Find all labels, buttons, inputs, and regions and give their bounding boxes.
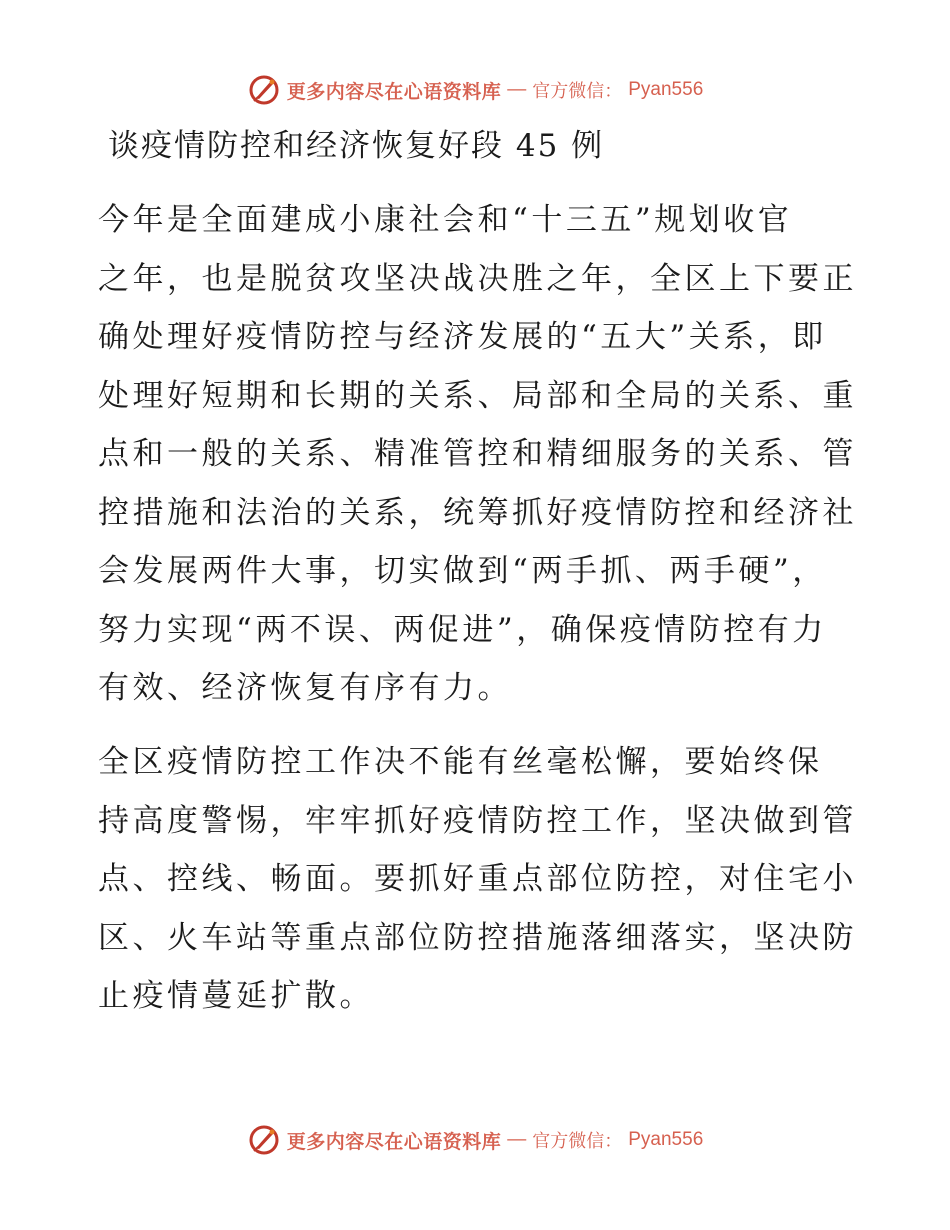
paragraph-line: 之年，也是脱贫攻坚决战决胜之年，全区上下要正 — [98, 260, 857, 297]
paragraph-line: 处理好短期和长期的关系、局部和全局的关系、重 — [98, 377, 857, 414]
banner-main-text: 更多内容尽在心语资料库 — [286, 80, 502, 103]
quill-pen-logo-icon — [247, 1123, 281, 1157]
paragraph-line: 确处理好疫情防控与经济发展的“五大”关系，即 — [98, 319, 827, 355]
paragraph-line: 控措施和法治的关系，统筹抓好疫情防控和经济社 — [98, 494, 857, 531]
paragraph-line: 努力实现“两不误、两促进”，确保疫情防控有力 — [98, 611, 827, 648]
banner-separator: — — [507, 1129, 527, 1150]
paragraph-line: 有效、经济恢复有序有力。 — [98, 670, 512, 706]
paragraph-line: 区、火车站等重点部位防控措施落细落实，坚决防 — [98, 919, 857, 956]
paragraph-line: 会发展两件大事，切实做到“两手抓、两手硬”， — [98, 553, 827, 589]
document-title: 谈疫情防控和经济恢复好段 45 例 — [108, 128, 605, 164]
paragraph-line: 持高度警惕，牢牢抓好疫情防控工作，坚决做到管 — [98, 802, 857, 839]
banner-wechat-id: Pyan556 — [628, 1129, 704, 1150]
banner-wechat-label: 官方微信： — [532, 1131, 623, 1152]
paragraph-line: 全区疫情防控工作决不能有丝毫松懈，要始终保 — [98, 744, 823, 780]
paragraph-line: 今年是全面建成小康社会和“十三五”规划收官 — [98, 202, 793, 238]
paragraph-line: 止疫情蔓延扩散。 — [98, 978, 374, 1014]
footer-banner — [0, 1118, 950, 1162]
banner-wechat-id: Pyan556 — [628, 79, 704, 100]
paragraph-line: 点、控线、畅面。要抓好重点部位防控，对住宅小 — [98, 861, 857, 897]
paragraph-1 — [98, 191, 857, 718]
banner-wechat-label: 官方微信： — [532, 81, 623, 102]
quill-pen-logo-icon — [247, 73, 281, 107]
banner-main-text: 更多内容尽在心语资料库 — [286, 1130, 502, 1153]
header-banner — [0, 68, 950, 112]
paragraph-2 — [98, 733, 857, 1026]
paragraph-line: 点和一般的关系、精准管控和精细服务的关系、管 — [98, 436, 857, 472]
banner-separator: — — [507, 79, 527, 100]
